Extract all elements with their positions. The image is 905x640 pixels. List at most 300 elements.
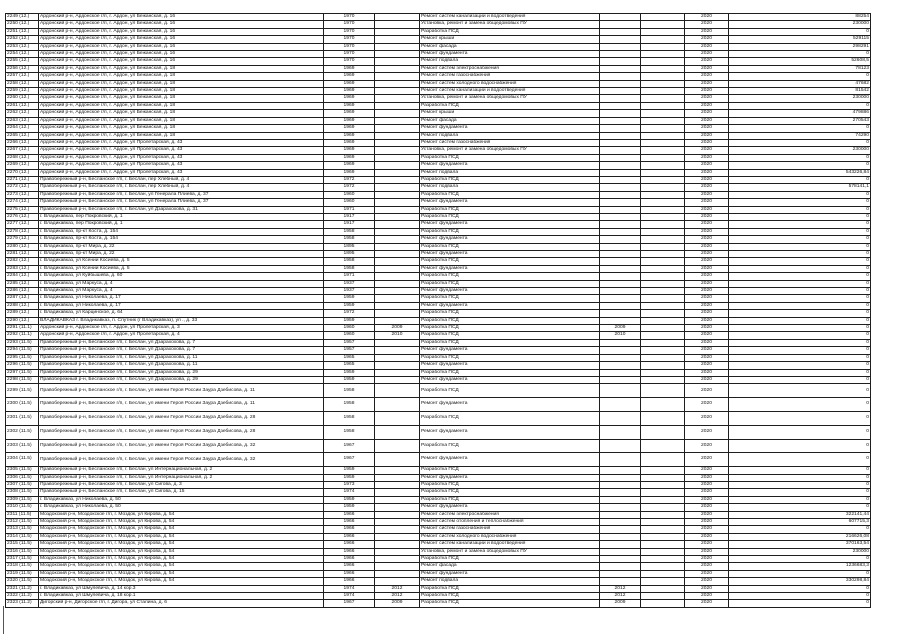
last-repair-year-cell — [600, 265, 641, 272]
planned-year-cell: 2020 — [685, 411, 729, 425]
renovation-year-cell: 2009 — [375, 325, 420, 332]
address-cell: Ардонский р-н, Ардонское г/п, г. Ардон, ул Бежанская, д. 18 — [39, 132, 324, 139]
work-type-cell: Ремонт фундамента — [420, 125, 600, 132]
address-cell: г. Владикавказ, пр-кт Мира, д. 22 — [39, 251, 324, 258]
work-type-cell: Установка, ремонт и замена общедомовых ПУ — [420, 95, 600, 102]
work-type-cell: Разработка ПСД — [420, 481, 600, 488]
build-year-cell: 1969 — [324, 169, 375, 176]
work-type-cell: Ремонт фундамента — [420, 199, 600, 206]
empty-cell — [641, 332, 685, 339]
cost-cell: 0 — [729, 317, 871, 324]
row-number-cell: 2267 (12.) — [6, 147, 39, 154]
build-year-cell: 1959 — [324, 496, 375, 503]
address-cell: Ардонский р-н, Ардонское г/п, г. Ардон, ул Бежанская, д. 18 — [39, 88, 324, 95]
empty-cell — [641, 474, 685, 481]
renovation-year-cell — [375, 102, 420, 109]
cost-cell: 0 — [729, 453, 871, 467]
build-year-cell: 1959 — [324, 295, 375, 302]
renovation-year-cell — [375, 36, 420, 43]
last-repair-year-cell — [600, 191, 641, 198]
table-row — [6, 117, 871, 124]
work-type-cell: Ремонт крыши — [420, 36, 600, 43]
planned-year-cell: 2020 — [685, 147, 729, 154]
row-number-cell: 2276 (12.) — [6, 213, 39, 220]
address-cell: Ардонский р-н, Ардонское г/п, г. Ардон, ул Пролетарская, д. 4 — [39, 332, 324, 339]
renovation-year-cell — [375, 518, 420, 525]
row-number-cell: 2282 (12.) — [6, 258, 39, 265]
renovation-year-cell — [375, 339, 420, 346]
cost-cell: 0 — [729, 332, 871, 339]
cost-cell: 0 — [729, 73, 871, 80]
work-type-cell: Ремонт фасада — [420, 43, 600, 50]
planned-year-cell: 2020 — [685, 384, 729, 398]
build-year-cell: 1958 — [324, 425, 375, 439]
last-repair-year-cell — [600, 199, 641, 206]
empty-cell — [641, 236, 685, 243]
row-number-cell: 2289 (12.) — [6, 310, 39, 317]
table-row — [6, 125, 871, 132]
work-type-cell: Ремонт фундамента — [420, 453, 600, 467]
table-row — [6, 191, 871, 198]
planned-year-cell: 2020 — [685, 362, 729, 369]
last-repair-year-cell — [600, 384, 641, 398]
empty-cell — [641, 65, 685, 72]
last-repair-year-cell — [600, 533, 641, 540]
address-cell: г. Владикавказ, ул Маркуса, д. 4 — [39, 288, 324, 295]
renovation-year-cell — [375, 95, 420, 102]
build-year-cell: 1966 — [324, 511, 375, 518]
empty-cell — [641, 73, 685, 80]
empty-cell — [641, 43, 685, 50]
address-cell: г. Владикавказ, ул Карцинское, д. 64 — [39, 310, 324, 317]
empty-cell — [641, 585, 685, 592]
planned-year-cell: 2020 — [685, 117, 729, 124]
cost-cell: 0 — [729, 251, 871, 258]
planned-year-cell: 2020 — [685, 398, 729, 412]
build-year-cell: 1972 — [324, 176, 375, 183]
last-repair-year-cell: 2009 — [600, 600, 641, 607]
row-number-cell: 2264 (12.) — [6, 125, 39, 132]
last-repair-year-cell — [600, 184, 641, 191]
cost-cell: 270543 — [729, 117, 871, 124]
cost-cell: 0 — [729, 295, 871, 302]
address-cell: Правобережный р-н, Бесланское г/п, г. Беслан, ул Дзарахохова, д. 29 — [39, 376, 324, 383]
renovation-year-cell — [375, 398, 420, 412]
build-year-cell: 1960 — [324, 332, 375, 339]
cost-cell: 0 — [729, 362, 871, 369]
last-repair-year-cell — [600, 228, 641, 235]
row-number-cell: 2305 (11.5) — [6, 467, 39, 474]
address-cell: Правобережный р-н, Бесланское г/п, г. Беслан, ул Интернациональная, д. 2 — [39, 467, 324, 474]
planned-year-cell: 2020 — [685, 88, 729, 95]
last-repair-year-cell — [600, 425, 641, 439]
empty-cell — [641, 243, 685, 250]
work-type-cell: Ремонт фундамента — [420, 51, 600, 58]
planned-year-cell: 2020 — [685, 570, 729, 577]
cost-cell: 0 — [729, 280, 871, 287]
empty-cell — [641, 325, 685, 332]
build-year-cell: 1973 — [324, 481, 375, 488]
address-cell: г. Владикавказ, ул Маркуса, д. 4 — [39, 280, 324, 287]
cost-cell: 0 — [729, 555, 871, 562]
last-repair-year-cell — [600, 51, 641, 58]
renovation-year-cell — [375, 526, 420, 533]
address-cell: Правобережный р-н, Бесланское г/п, г. Беслан, ул Дзарахохова, д. 7 — [39, 347, 324, 354]
empty-cell — [641, 28, 685, 35]
table-row — [6, 280, 871, 287]
planned-year-cell: 2020 — [685, 325, 729, 332]
planned-year-cell: 2020 — [685, 578, 729, 585]
address-cell: Правобережный р-н, Бесланское г/п, г. Беслан, ул Сигова, д. 3 — [39, 481, 324, 488]
build-year-cell: 1966 — [324, 526, 375, 533]
cost-cell: 0 — [729, 467, 871, 474]
work-type-cell: Разработка ПСД — [420, 191, 600, 198]
table-row — [6, 425, 871, 439]
cost-cell: 0 — [729, 496, 871, 503]
last-repair-year-cell — [600, 541, 641, 548]
planned-year-cell: 2020 — [685, 302, 729, 309]
address-cell: г. Владикавказ, пр-кт Коста, д. 154 — [39, 236, 324, 243]
empty-cell — [641, 578, 685, 585]
cost-cell: 0 — [729, 206, 871, 213]
work-type-cell: Разработка ПСД — [420, 310, 600, 317]
table-row — [6, 65, 871, 72]
cost-cell: 52608,5 — [729, 58, 871, 65]
address-cell: Ардонский р-н, Ардонское г/п, г. Ардон, ул Бежанская, д. 18 — [39, 65, 324, 72]
address-cell: Ардонский р-н, Ардонское г/п, г. Ардон, ул Бежанская, д. 16 — [39, 43, 324, 50]
build-year-cell: 1895 — [324, 251, 375, 258]
renovation-year-cell — [375, 243, 420, 250]
table-row — [6, 169, 871, 176]
work-type-cell: Разработка ПСД — [420, 369, 600, 376]
row-number-cell: 2316 (11.5) — [6, 548, 39, 555]
row-number-cell: 2304 (11.5) — [6, 453, 39, 467]
planned-year-cell: 2020 — [685, 51, 729, 58]
table-row — [6, 496, 871, 503]
table-row — [6, 213, 871, 220]
work-type-cell: Ремонт фундамента — [420, 504, 600, 511]
work-type-cell: Ремонт систем холодного водоснабжения — [420, 80, 600, 87]
cost-cell: 0 — [729, 258, 871, 265]
planned-year-cell: 2020 — [685, 273, 729, 280]
table-row — [6, 317, 871, 324]
row-number-cell: 2286 (12.) — [6, 288, 39, 295]
planned-year-cell: 2020 — [685, 236, 729, 243]
table-row — [6, 206, 871, 213]
last-repair-year-cell — [600, 302, 641, 309]
empty-cell — [641, 354, 685, 361]
cost-cell: 47682 — [729, 80, 871, 87]
address-cell: г. Владикавказ, ул Ксении Косиева, д. 5 — [39, 258, 324, 265]
build-year-cell: 1969 — [324, 110, 375, 117]
last-repair-year-cell — [600, 280, 641, 287]
address-cell: Ардонский р-н, Ардонское г/п, г. Ардон, ул Пролетарская, д. 43 — [39, 162, 324, 169]
empty-cell — [641, 347, 685, 354]
table-row — [6, 28, 871, 35]
row-number-cell: 2295 (11.5) — [6, 354, 39, 361]
table-row — [6, 265, 871, 272]
planned-year-cell: 2020 — [685, 555, 729, 562]
renovation-year-cell — [375, 58, 420, 65]
address-cell: Ардонский р-н, Ардонское г/п, г. Ардон, ул Бежанская, д. 16 — [39, 51, 324, 58]
table-row — [6, 578, 871, 585]
address-cell: Ардонский р-н, Ардонское г/п, г. Ардон, ул Бежанская, д. 18 — [39, 125, 324, 132]
row-number-cell: 2299 (11.5) — [6, 384, 39, 398]
build-year-cell: 1969 — [324, 73, 375, 80]
cost-cell: 0 — [729, 102, 871, 109]
cost-cell: 0 — [729, 398, 871, 412]
cost-cell: 230000 — [729, 21, 871, 28]
build-year-cell: 1969 — [324, 102, 375, 109]
address-cell: г. Владикавказ, пер Покровский, д. 1 — [39, 221, 324, 228]
table-row — [6, 21, 871, 28]
build-year-cell: 1969 — [324, 65, 375, 72]
empty-cell — [641, 295, 685, 302]
planned-year-cell: 2020 — [685, 376, 729, 383]
row-number-cell: 2296 (11.5) — [6, 362, 39, 369]
last-repair-year-cell — [600, 511, 641, 518]
last-repair-year-cell — [600, 339, 641, 346]
build-year-cell: 1969 — [324, 95, 375, 102]
build-year-cell: 1970 — [324, 28, 375, 35]
row-number-cell: 2314 (11.5) — [6, 533, 39, 540]
table-row — [6, 384, 871, 398]
empty-cell — [641, 139, 685, 146]
build-year-cell: 1966 — [324, 541, 375, 548]
cost-cell: 0 — [729, 302, 871, 309]
build-year-cell: 1972 — [324, 184, 375, 191]
planned-year-cell: 2020 — [685, 132, 729, 139]
empty-cell — [641, 21, 685, 28]
cost-cell: 0 — [729, 411, 871, 425]
cost-cell: 607715,3 — [729, 518, 871, 525]
renovation-year-cell — [375, 354, 420, 361]
build-year-cell: 1969 — [324, 132, 375, 139]
row-number-cell: 2287 (12.) — [6, 295, 39, 302]
planned-year-cell: 2020 — [685, 125, 729, 132]
table-row — [6, 310, 871, 317]
build-year-cell: 1959 — [324, 474, 375, 481]
renovation-year-cell — [375, 570, 420, 577]
table-row — [6, 376, 871, 383]
row-number-cell: 2300 (11.5) — [6, 398, 39, 412]
address-cell: г. Владикавказ, ул Шмулевича, д. 18 кор.1 — [39, 593, 324, 600]
table-row — [6, 548, 871, 555]
repair-register-table — [5, 13, 871, 608]
empty-cell — [641, 362, 685, 369]
last-repair-year-cell — [600, 102, 641, 109]
row-number-cell: 2290 (12.) — [6, 317, 39, 324]
renovation-year-cell — [375, 295, 420, 302]
build-year-cell: 1959 — [324, 376, 375, 383]
renovation-year-cell — [375, 147, 420, 154]
build-year-cell: 1969 — [324, 88, 375, 95]
work-type-cell: Ремонт фундамента — [420, 398, 600, 412]
row-number-cell: 2249 (12.) — [6, 14, 39, 21]
row-number-cell: 2321 (11.2) — [6, 585, 39, 592]
last-repair-year-cell — [600, 147, 641, 154]
empty-cell — [641, 14, 685, 21]
work-type-cell: Разработка ПСД — [420, 339, 600, 346]
table-row — [6, 273, 871, 280]
work-type-cell: Ремонт крыши — [420, 110, 600, 117]
address-cell: Моздокский р-н, Моздокское г/п, г. Моздок, ул Кирова, д. 54 — [39, 541, 324, 548]
planned-year-cell: 2020 — [685, 585, 729, 592]
table-row — [6, 585, 871, 592]
address-cell: Правобережный р-н, Бесланское г/п, г. Беслан, ул Дзарахохова, д. 11 — [39, 354, 324, 361]
address-cell: Ардонский р-н, Ардонское г/п, г. Ардон, ул Пролетарская, д. 3 — [39, 325, 324, 332]
planned-year-cell: 2020 — [685, 36, 729, 43]
build-year-cell: 1971 — [324, 206, 375, 213]
address-cell: Правобережный р-н, Бесланское г/п, г. Беслан, ул Дзарахохова, д. 7 — [39, 339, 324, 346]
renovation-year-cell — [375, 65, 420, 72]
address-cell: Моздокский р-н, Моздокское г/п, г. Моздок, ул Кирова, д. 54 — [39, 533, 324, 540]
row-number-cell: 2307 (11.5) — [6, 481, 39, 488]
build-year-cell: 1974 — [324, 593, 375, 600]
work-type-cell: Разработка ПСД — [420, 600, 600, 607]
cost-cell: 0 — [729, 439, 871, 453]
table-row — [6, 563, 871, 570]
empty-cell — [641, 511, 685, 518]
build-year-cell: 1958 — [324, 236, 375, 243]
planned-year-cell: 2020 — [685, 496, 729, 503]
address-cell: Правобережный р-н, Бесланское г/п, г. Беслан, ул имени Героя России Заура Дзебисова, д. 28 — [39, 425, 324, 439]
empty-cell — [641, 504, 685, 511]
renovation-year-cell — [375, 191, 420, 198]
address-cell: Моздокский р-н, Моздокское г/п, г. Моздок, ул Кирова, д. 54 — [39, 511, 324, 518]
renovation-year-cell — [375, 21, 420, 28]
planned-year-cell: 2020 — [685, 58, 729, 65]
build-year-cell: 1937 — [324, 280, 375, 287]
build-year-cell: 1966 — [324, 518, 375, 525]
row-number-cell: 2312 (11.5) — [6, 518, 39, 525]
row-number-cell: 2277 (12.) — [6, 221, 39, 228]
table-row — [6, 288, 871, 295]
last-repair-year-cell — [600, 481, 641, 488]
row-number-cell: 2254 (12.) — [6, 51, 39, 58]
work-type-cell: Разработка ПСД — [420, 585, 600, 592]
planned-year-cell: 2020 — [685, 489, 729, 496]
row-number-cell: 2285 (12.) — [6, 280, 39, 287]
cost-cell: 74290 — [729, 132, 871, 139]
table-row — [6, 58, 871, 65]
address-cell: Ардонский р-н, Ардонское г/п, г. Ардон, ул Бежанская, д. 16 — [39, 36, 324, 43]
renovation-year-cell — [375, 369, 420, 376]
build-year-cell: 1970 — [324, 21, 375, 28]
renovation-year-cell — [375, 213, 420, 220]
work-type-cell: Разработка ПСД — [420, 154, 600, 161]
last-repair-year-cell — [600, 110, 641, 117]
work-type-cell: Ремонт фундамента — [420, 221, 600, 228]
renovation-year-cell — [375, 139, 420, 146]
address-cell: Правобережный р-н, Бесланское г/п, г. Беслан, ул имени Героя России Заура Дзебисова, д. 32 — [39, 453, 324, 467]
planned-year-cell: 2020 — [685, 154, 729, 161]
empty-cell — [641, 199, 685, 206]
row-number-cell: 2263 (12.) — [6, 117, 39, 124]
planned-year-cell: 2020 — [685, 439, 729, 453]
row-number-cell: 2252 (12.) — [6, 36, 39, 43]
scan-margin-mark — [3, 606, 4, 634]
table-row — [6, 570, 871, 577]
row-number-cell: 2278 (12.) — [6, 228, 39, 235]
renovation-year-cell — [375, 117, 420, 124]
address-cell: Дигорский р-н, Дигорское г/п, г. Дигора, ул Сталина, д. 6 — [39, 600, 324, 607]
work-type-cell: Ремонт фундамента — [420, 347, 600, 354]
build-year-cell: 1969 — [324, 117, 375, 124]
cost-cell: 0 — [729, 162, 871, 169]
table-row — [6, 139, 871, 146]
empty-cell — [641, 162, 685, 169]
last-repair-year-cell — [600, 411, 641, 425]
address-cell: Ардонский р-н, Ардонское г/п, г. Ардон, ул Бежанская, д. 18 — [39, 73, 324, 80]
cost-cell: 0 — [729, 176, 871, 183]
row-number-cell: 2292 (11.1) — [6, 332, 39, 339]
row-number-cell: 2273 (12.) — [6, 191, 39, 198]
row-number-cell: 2302 (11.5) — [6, 425, 39, 439]
work-type-cell: Установка, ремонт и замена общедомовых ПУ — [420, 548, 600, 555]
cost-cell: 0 — [729, 585, 871, 592]
work-type-cell: Ремонт фундамента — [420, 570, 600, 577]
planned-year-cell: 2020 — [685, 339, 729, 346]
table-row — [6, 162, 871, 169]
planned-year-cell: 2020 — [685, 354, 729, 361]
renovation-year-cell — [375, 347, 420, 354]
renovation-year-cell: 2012 — [375, 585, 420, 592]
planned-year-cell: 2020 — [685, 206, 729, 213]
address-cell: Ардонский р-н, Ардонское г/п, г. Ардон, ул Бежанская, д. 18 — [39, 95, 324, 102]
work-type-cell: Ремонт подвала — [420, 58, 600, 65]
planned-year-cell: 2020 — [685, 504, 729, 511]
work-type-cell: Разработка ПСД — [420, 384, 600, 398]
table-row — [6, 14, 871, 21]
renovation-year-cell — [375, 273, 420, 280]
table-row — [6, 88, 871, 95]
row-number-cell: 2318 (11.5) — [6, 563, 39, 570]
empty-cell — [641, 191, 685, 198]
address-cell: г. Владикавказ, ул Николаева, д. 50 — [39, 504, 324, 511]
empty-cell — [641, 51, 685, 58]
table-row — [6, 555, 871, 562]
address-cell: Моздокский р-н, Моздокское г/п, г. Моздок, ул Кирова, д. 54 — [39, 578, 324, 585]
table-row — [6, 453, 871, 467]
renovation-year-cell — [375, 73, 420, 80]
cost-cell: 230000 — [729, 147, 871, 154]
build-year-cell: 1958 — [324, 258, 375, 265]
empty-cell — [641, 593, 685, 600]
work-type-cell: Ремонт систем газоснабжения — [420, 73, 600, 80]
address-cell: Моздокский р-н, Моздокское г/п, г. Моздок, ул Кирова, д. 54 — [39, 570, 324, 577]
renovation-year-cell — [375, 362, 420, 369]
work-type-cell: Разработка ПСД — [420, 354, 600, 361]
cost-cell: 0 — [729, 339, 871, 346]
table-row — [6, 228, 871, 235]
last-repair-year-cell: 2009 — [600, 325, 641, 332]
renovation-year-cell — [375, 384, 420, 398]
address-cell: Моздокский р-н, Моздокское г/п, г. Моздок, ул Кирова, д. 54 — [39, 563, 324, 570]
last-repair-year-cell — [600, 295, 641, 302]
empty-cell — [641, 265, 685, 272]
renovation-year-cell — [375, 236, 420, 243]
work-type-cell: Ремонт фундамента — [420, 251, 600, 258]
work-type-cell: Ремонт фундамента — [420, 362, 600, 369]
planned-year-cell: 2020 — [685, 110, 729, 117]
last-repair-year-cell — [600, 555, 641, 562]
row-number-cell: 2271 (12.) — [6, 176, 39, 183]
table-row — [6, 354, 871, 361]
table-row — [6, 184, 871, 191]
build-year-cell: 1970 — [324, 58, 375, 65]
planned-year-cell: 2020 — [685, 347, 729, 354]
